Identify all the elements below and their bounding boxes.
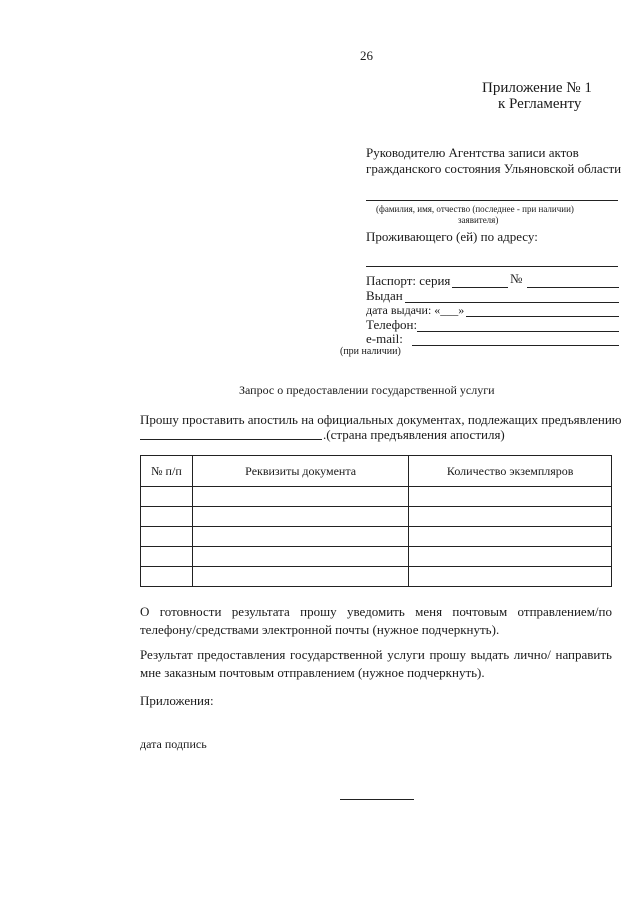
table-cell[interactable] bbox=[141, 547, 193, 567]
appendix-title: Приложение № 1 bbox=[482, 80, 592, 96]
date-signature-label: дата подпись bbox=[140, 737, 207, 751]
request-text-line-2: .(страна предъявления апостиля) bbox=[323, 427, 505, 442]
passport-series-field[interactable] bbox=[452, 287, 508, 288]
table-cell[interactable] bbox=[409, 547, 612, 567]
table-cell[interactable] bbox=[409, 567, 612, 587]
issue-date-label: дата выдачи: «___» bbox=[366, 303, 465, 317]
table-cell[interactable] bbox=[141, 567, 193, 587]
table-cell[interactable] bbox=[141, 527, 193, 547]
table-cell[interactable] bbox=[192, 547, 409, 567]
request-title: Запрос о предоставлении государственной услуги bbox=[239, 383, 495, 397]
table-cell[interactable] bbox=[409, 487, 612, 507]
table-row bbox=[141, 487, 612, 507]
email-field[interactable] bbox=[412, 345, 619, 346]
issued-label: Выдан bbox=[366, 288, 403, 303]
address-field[interactable] bbox=[366, 266, 618, 267]
notification-paragraph: О готовности результата прошу уведомить меня почтовым отправлением/по телефону/средствами электронной почты (нужное подчеркнуть). bbox=[140, 604, 612, 637]
request-text-line-1: Прошу проставить апостиль на официальных документах, подлежащих предъявлению bbox=[140, 412, 622, 427]
applicant-name-hint-2: заявителя) bbox=[458, 215, 499, 225]
attachments-label: Приложения: bbox=[140, 693, 214, 708]
column-header-number: № п/п bbox=[141, 456, 193, 487]
addressee-line-2: гражданского состояния Ульяновской области bbox=[366, 161, 622, 176]
table-header-row bbox=[141, 456, 612, 487]
footer-divider bbox=[340, 799, 414, 800]
appendix-subtitle: к Регламенту bbox=[498, 96, 582, 112]
table-row bbox=[141, 547, 612, 567]
email-label: e-mail: bbox=[366, 331, 403, 346]
passport-number-label: № bbox=[510, 271, 523, 286]
table-cell[interactable] bbox=[192, 507, 409, 527]
passport-number-field[interactable] bbox=[527, 287, 619, 288]
country-field[interactable] bbox=[140, 439, 322, 440]
table-cell[interactable] bbox=[409, 507, 612, 527]
table-cell[interactable] bbox=[409, 527, 612, 547]
table-cell[interactable] bbox=[192, 527, 409, 547]
email-optional-note: (при наличии) bbox=[340, 346, 401, 357]
addressee-line-1: Руководителю Агентства записи актов bbox=[366, 145, 579, 160]
applicant-name-hint-1: (фамилия, имя, отчество (последнее - при наличии) bbox=[376, 204, 574, 214]
column-header-copies: Количество экземпляров bbox=[409, 456, 612, 487]
page-number: 26 bbox=[360, 48, 373, 63]
table-cell[interactable] bbox=[141, 507, 193, 527]
documents-table bbox=[140, 455, 612, 587]
table-cell[interactable] bbox=[192, 487, 409, 507]
phone-label: Телефон: bbox=[366, 317, 418, 332]
phone-field[interactable] bbox=[417, 331, 619, 332]
residence-label: Проживающего (ей) по адресу: bbox=[366, 229, 538, 244]
result-paragraph: Результат предоставления государственной услуги прошу выдать лично/ направить мне заказным почтовым отправлением (нужное подчеркнуть). bbox=[140, 647, 612, 680]
passport-series-label: Паспорт: серия bbox=[366, 273, 451, 288]
column-header-details: Реквизиты документа bbox=[192, 456, 409, 487]
table-row bbox=[141, 527, 612, 547]
table-cell[interactable] bbox=[192, 567, 409, 587]
table-row bbox=[141, 507, 612, 527]
applicant-name-field[interactable] bbox=[366, 200, 618, 201]
issue-date-field[interactable] bbox=[466, 316, 619, 317]
table-row bbox=[141, 567, 612, 587]
table-cell[interactable] bbox=[141, 487, 193, 507]
